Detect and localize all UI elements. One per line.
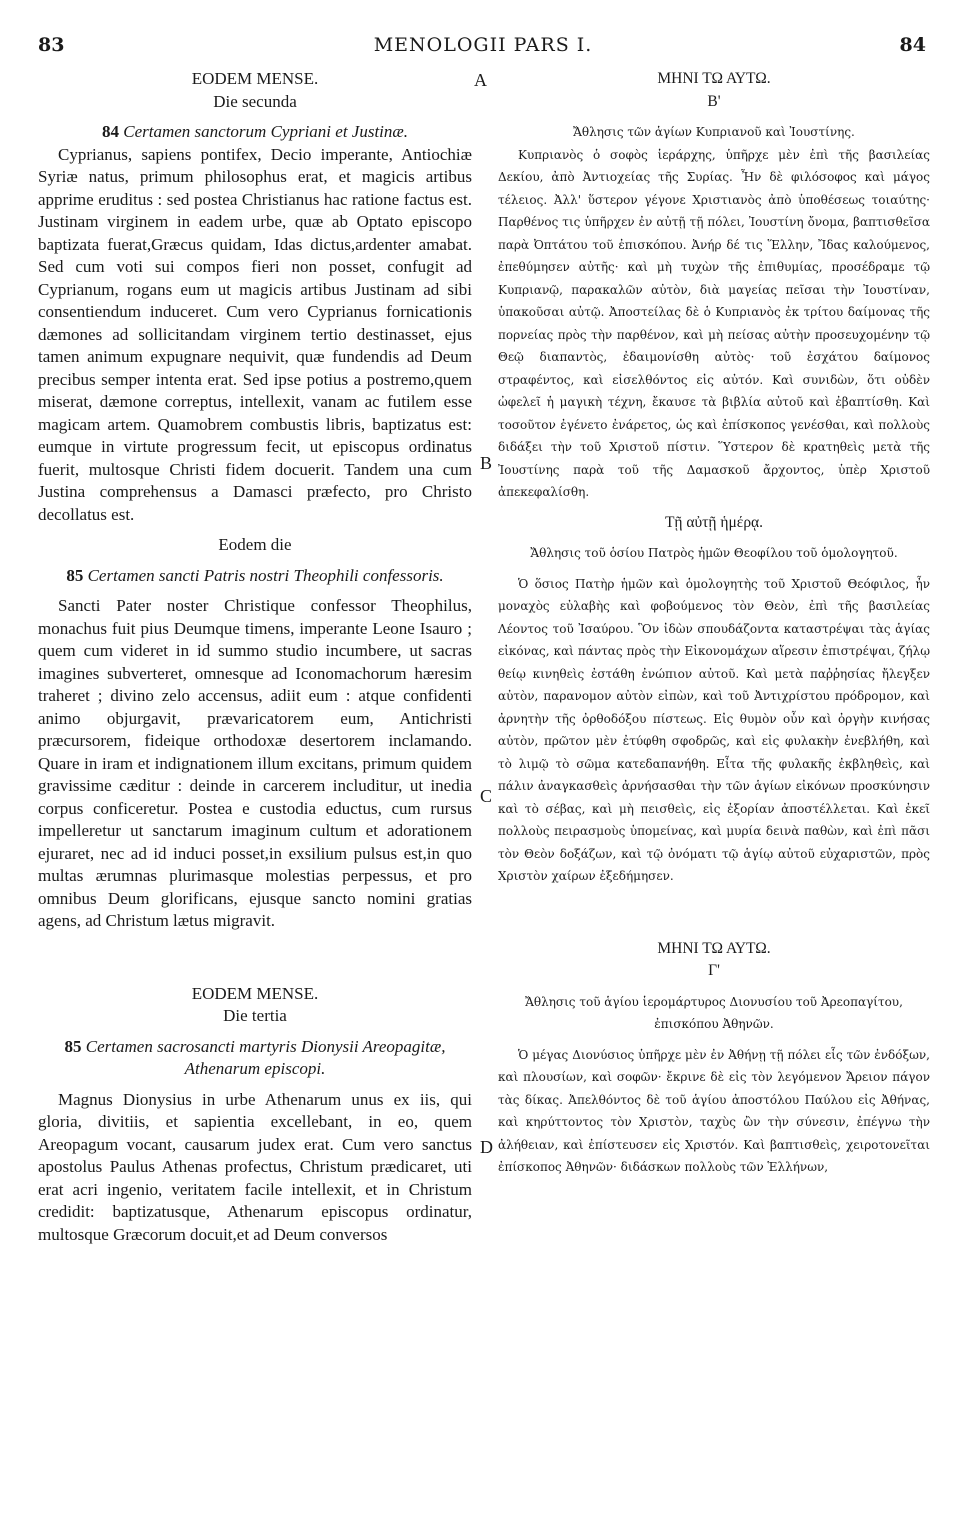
- margin-mark-c: C: [480, 786, 493, 806]
- entry-title-text: Certamen sancti Patris nostri Theophili confessoris.: [87, 565, 444, 585]
- entry-number: 84: [102, 122, 119, 141]
- entry-number: 85: [66, 565, 84, 585]
- entry-title-text: Certamen sanctorum Cypriani et Justinæ.: [123, 122, 408, 141]
- latin-entry-title: [38, 565, 472, 588]
- greek-month-heading: ΜΗΝΙ ΤΩ ΑΥΤΩ.: [657, 70, 771, 87]
- running-head: MENOLOGII PARS I.: [373, 34, 593, 56]
- page-number-right: 84: [899, 34, 926, 56]
- latin-month-heading: EODEM MENSE.: [191, 69, 319, 88]
- page-number-left: 83: [38, 34, 65, 56]
- greek-column: [498, 68, 930, 1179]
- margin-mark-d: D: [480, 1137, 493, 1157]
- greek-day-heading: Β': [707, 92, 721, 110]
- greek-entry-title: Ἄθλησις τῶν ἁγίων Κυπριανοῦ καὶ Ἰουστίνης.: [573, 125, 855, 139]
- latin-entry-text: Magnus Dionysius in urbe Athenarum unus ex iis, qui gloria, divitiis, et sapientia excellebant, in eo, quem Areopagum vocant, causarum judex erat. Cum vero sanctus apostolus Paulus Athenas profectus, Christum prædicaret, uti erat acri ingenio, veritatem facile intellexit, et in Christum credidit: baptizatusque, Athenarum episcopus ordinatur, multosque Græcorum docuit,et ad Deum conversos: [38, 1089, 472, 1244]
- entry-number: 85: [64, 1036, 82, 1056]
- greek-entry-title: Ἄθλησις τοῦ ὁσίου Πατρὸς ἡμῶν Θεοφίλου τοῦ ὁμολογητοῦ.: [530, 546, 898, 560]
- greek-entry-text: Ὁ μέγας Διονύσιος ὑπῆρχε μὲν ἐν Ἀθήνῃ τῇ πόλει εἷς τῶν ἐνδόξων, καὶ πλουσίων, καὶ σοφῶν· ἔκρινε δὲ εἰς τὸν λεγόμενον Ἄρειον πάγον τὰς δίκας. Ἀπελθόντος δὲ τοῦ ἁγίου ἀποστόλου Παύλου εἰς Ἀθήνας, καὶ κηρύττοντος τὸν Χριστὸν, ταχὺς ὢν τὴν σύνεσιν, ἐπέγνω τὴν ἀλήθειαν, καὶ ἐπίστευσεν εἰς Χριστόν. Καὶ βαπτισθεὶς, χειροτονεῖται ἐπίσκοπος Ἀθηνῶν· διδάσκων πολλοὺς τῶν Ἑλλήνων,: [498, 1047, 930, 1174]
- latin-month-heading: EODEM MENSE.: [191, 983, 319, 1003]
- greek-entry-text: Κυπριανὸς ὁ σοφὸς ἱεράρχης, ὑπῆρχε μὲν ἐπὶ τῆς βασιλείας Δεκίου, ἀπὸ Ἀντιοχείας τῆς Συρίας. Ἦν δὲ φιλόσοφος καὶ μάγος τέλειος. Ἀλλ' ὕστερον γέγονε Χριστιανὸς ἀπὸ ὑποθέσεως τοιαύτης· Παρθένος τις ὑπῆρχεν ἐν αὐτῇ τῇ πόλει, Ἰουστίνη ὄνομα, βαπτισθεῖσα παρὰ Ὀπτάτου τοῦ ἐπισκόπου. Ἀνήρ δέ τις Ἕλλην, Ἴδας καλούμενος, ἐπεθύμησεν αὐτῆς· καὶ μὴ τυχὼν τῆς ἐπιθυμίας, προσέδραμε τῷ Κυπριανῷ, παρακαλῶν αὐτὸν, διὰ μαγείας πεῖσαι τὴν Ἰουστίναν, ὑπακοῦσαι αὐτῷ. Ἀποστείλας δὲ ὁ Κυπριανὸς ἐκ τρίτου δαίμονας τῆς πορνείας πρὸς τὴν παρθένον, καὶ μὴ πείσας αὐτὴν προσευχομένην τῷ Θεῷ διαπαντὸς, ἐδαιμονίσθη αὐτὸς· τοῦ ἐσχάτου δαίμονος στραφέντος, καὶ εἰσελθόντος εἰς αὐτόν. Καὶ συνιδὼν, ὅτι οὐδὲν ὠφελεῖ ἡ μαγικὴ τέχνη, ἔκαυσε τὰ βιβλία αὐτοῦ καὶ ἐβαπτίσθη. Καὶ τοσοῦτον ἐγένετο ἐνάρετος, ὡς καὶ ἐπίσκοπος γενέσθαι, καὶ πολλοὺς διδάξει τὴν τοῦ Χριστοῦ πίστιν. Ὕστερον δὲ κρατηθεὶς μετὰ τῆς Ἰουστίνης παρὰ τοῦ τῆς Δαμασκοῦ ἄρχοντος, ὑπὲρ Χριστοῦ ἀπεκεφαλίσθη.: [498, 147, 930, 499]
- latin-day-heading: Die tertia: [223, 1006, 287, 1025]
- latin-entry-title: [38, 1036, 472, 1081]
- greek-entry-title: Ἄθλησις τοῦ ἁγίου ἱερομάρτυρος Διονυσίου τοῦ Ἀρεοπαγίτου, ἐπισκόπου Ἀθηνῶν.: [525, 994, 903, 1031]
- latin-entry-text: Sancti Pater noster Christique confessor Theophilus, monachus fuit pius Deumque timens, imperante Leone Isauro ; quem cum videret in id summo studio incumbere, ut sacras imagines subverteret, omnesque ad Iconomachorum hæresim traheret ; divino zelo accensus, adiit eum : atque confidenti animo objurgavit, prævaricatorem eum, Antichristi præcursorem, fideique orthodoxæ desertorem inclamando. Quare in iram et indignationem illum excitans, primum quidem gravissime cæditur : deinde in carcerem includitur, ut inedia corpus conficeretur. Postea e custodia eductus, cum rursus impelleretur ut sanctarum imaginum cultum et adorationem ejuraret, nec ad id induci posset,in exsilium pulsus est,in quo multas ærumnas plurimasque molestias perpessus, et pro omnibus Deum glorificans, ejusque sancto nomini gratias agens, ad Christum lætus migravit.: [38, 596, 472, 930]
- margin-mark-b: B: [480, 453, 493, 473]
- latin-entry-title: [38, 121, 472, 144]
- greek-day-heading: Γ': [708, 962, 720, 979]
- greek-month-heading: ΜΗΝΙ ΤΩ ΑΥΤΩ.: [657, 939, 771, 957]
- greek-entry-text: Ὁ ὅσιος Πατὴρ ἡμῶν καὶ ὁμολογητὴς τοῦ Χριστοῦ Θεόφιλος, ἦν μοναχὸς εὐλαβὴς καὶ φοβούμενος τὸν Θεὸν, ἐπὶ τῆς βασιλείας Λέοντος τοῦ Ἰσαύρου. Ὃν ἰδὼν σπουδάζοντα καταστρέψαι τὰς ἁγίας εἰκόνας, καὶ πάντας πρὸς τὴν Εἰκονομάχων αἵρεσιν ἐπιστρέψαι, ζήλῳ θείῳ κινηθεὶς ἐστάθη ἐνώπιον αὐτοῦ. Καὶ μετὰ παῤῥησίας ἤλεγξεν αὐτὸν, παρανομον αὐτὸν εἰπὼν, καὶ τοῦ Ἀντιχρίστου πρόδρομον, καὶ ἀρνητὴν τῆς ὀρθοδόξου πίστεως. Εἰς θυμὸν οὖν καὶ ὀργὴν κινήσας αὐτὸν, πρῶτον μὲν ἐτύφθη σφοδρῶς, καὶ εἰς φυλακὴν ἐνεβλήθη, καὶ τὸ λιμῷ τὸ σῶμα κατεδαπανήθη. Εἶτα τῆς φυλακῆς ἐκβληθεὶς, καὶ πάλιν ἀναγκασθεὶς ἀρνήσασθαι τὴν τῶν ἁγίων εἰκόνων προσκύνησιν καὶ τὸ σέβας, καὶ μὴ πεισθεὶς, εἰς ἐξορίαν ἀποστέλλεται. Καὶ ἐκεῖ πολλοὺς πειρασμοὺς ὑπομείνας, καὶ μυρία δεινὰ παθὼν, καὶ ἐπὶ πᾶσι τὸν Θεὸν δοξάζων, καὶ τῷ ὀνόματι τῷ ἁγίῳ αὐτοῦ εὐχαριστῶν, πρὸς Χριστὸν χαίρων ἐξεδήμησεν.: [498, 576, 930, 883]
- greek-day-heading: Τῇ αὐτῇ ἡμέρᾳ.: [664, 513, 764, 531]
- latin-entry-text: Cyprianus, sapiens pontifex, Decio imperante, Antiochiæ Syriæ natus, primum philosophus erat, et magicis artibus apprime eruditus : sed postea Christianus hac ratione factus est. Justinam virginem in eadem urbe, quæ ab Optato episcopo baptizata fuerat,Græcus quidam, Idas dictus,ardenter amabat. Sed cum voti sui compos fieri non posset, confugit ad Cyprianum, rogans eum ut magicis artibus Justinam ad sibi consentiendum induceret. Cum vero Cyprianus fornicationis dæmones ad sollicitandam virginem tertio destinasset, ejus tamen animum expugnare nequivit, quæ fundendis ad Deum precibus semper intenta erat. Sed ipse potius a postremo,quem miserat, dæmone correptus, intellexit, vanam ac futilem esse magicam artem. Quamobrem combustis libris, baptizatus est: eumque in virtute progressum fecit, ut episcopus ordinatus fuerit, multosque Christi fidem docuerit. Tandem una cum Justina comprehensus a Damasci præfecto, pro Christo decollatus est.: [38, 144, 472, 524]
- margin-mark-a: A: [474, 70, 487, 90]
- latin-day-heading: Die secunda: [213, 91, 297, 111]
- latin-column: [38, 68, 472, 1246]
- latin-day-heading: Eodem die: [218, 535, 292, 554]
- entry-title-text: Certamen sacrosancti martyris Dionysii Areopagitæ, Athenarum episcopi.: [85, 1036, 446, 1078]
